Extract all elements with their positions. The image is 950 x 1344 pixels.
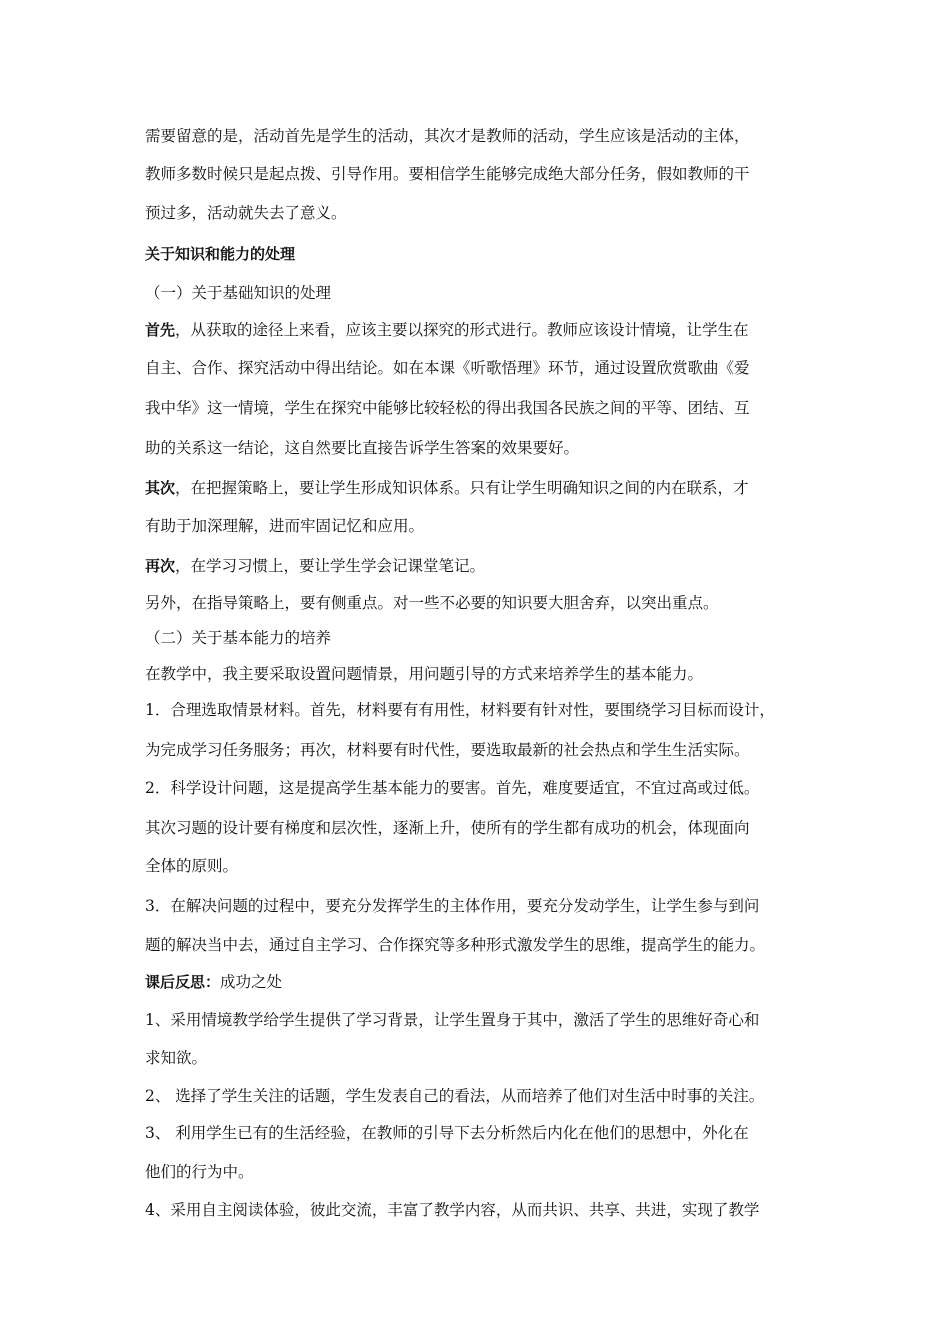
paragraph-line: 教师多数时候只是起点拨、引导作用。要相信学生能够完成绝大部分任务，假如教师的干 — [145, 165, 750, 183]
paragraph-line: 再次，在学习习惯上，要让学生学会记课堂笔记。 — [145, 557, 486, 575]
paragraph-line: 3、 利用学生已有的生活经验，在教师的引导下去分析然后内化在他们的思想中，外化在 — [145, 1124, 749, 1142]
paragraph-line: 首先，从获取的途径上来看，应该主要以探究的形式进行。教师应该设计情境，让学生在 — [145, 321, 749, 339]
paragraph-line: 2、 选择了学生关注的话题，学生发表自己的看法，从而培养了他们对生活中时事的关注。 — [145, 1087, 765, 1105]
paragraph-line: 求知欲。 — [145, 1049, 208, 1067]
paragraph-line: 为完成学习任务服务；再次，材料要有时代性，要选取最新的社会热点和学生生活实际。 — [145, 741, 750, 759]
paragraph-line: 预过多，活动就失去了意义。 — [145, 204, 347, 222]
paragraph-line: 题的解决当中去，通过自主学习、合作探究等多种形式激发学生的思维，提高学生的能力。 — [145, 936, 766, 954]
paragraph-line: 自主、合作、探究活动中得出结论。如在本课《听歌悟理》环节，通过设置欣赏歌曲《爱 — [145, 359, 750, 377]
paragraph-line: 1．合理选取情景材料。首先，材料要有有用性，材料要有针对性，要围绕学习目标而设计， — [145, 701, 775, 719]
paragraph-line: 另外，在指导策略上，要有侧重点。对一些不必要的知识要大胆舍弃，以突出重点。 — [145, 594, 719, 612]
paragraph-line: 1、采用情境教学给学生提供了学习背景，让学生置身于其中，激活了学生的思维好奇心和 — [145, 1011, 760, 1029]
lead-word: 再次 — [145, 557, 176, 575]
subsection-heading: （二）关于基本能力的培养 — [145, 629, 332, 647]
paragraph-line: 需要留意的是，活动首先是学生的活动，其次才是教师的活动，学生应该是活动的主体， — [145, 127, 750, 145]
lead-word: 其次 — [145, 479, 176, 497]
lead-word: 课后反思： — [145, 973, 221, 991]
lead-word: 首先 — [145, 321, 176, 339]
paragraph-line: 他们的行为中。 — [145, 1163, 254, 1181]
paragraph-line: 3．在解决问题的过程中，要充分发挥学生的主体作用，要充分发动学生，让学生参与到问 — [145, 897, 760, 915]
paragraph-line: 有助于加深理解，进而牢固记忆和应用。 — [145, 517, 425, 535]
paragraph-line: 课后反思：成功之处 — [145, 973, 283, 991]
paragraph-line: 在教学中，我主要采取设置问题情景，用问题引导的方式来培养学生的基本能力。 — [145, 665, 704, 683]
paragraph-line: 4、采用自主阅读体验，彼此交流，丰富了教学内容，从而共识、共享、共进，实现了教学 — [145, 1201, 760, 1219]
subsection-heading: （一）关于基础知识的处理 — [145, 284, 332, 302]
section-heading: 关于知识和能力的处理 — [145, 245, 296, 263]
paragraph-line: 其次习题的设计要有梯度和层次性，逐渐上升，使所有的学生都有成功的机会，体现面向 — [145, 819, 750, 837]
paragraph-line: 助的关系这一结论，这自然要比直接告诉学生答案的效果要好。 — [145, 439, 580, 457]
paragraph-line: 其次，在把握策略上，要让学生形成知识体系。只有让学生明确知识之间的内在联系，才 — [145, 479, 749, 497]
paragraph-line: 全体的原则。 — [145, 857, 239, 875]
paragraph-line: 2．科学设计问题，这是提高学生基本能力的要害。首先，难度要适宜，不宜过高或过低。 — [145, 779, 760, 797]
paragraph-line: 我中华》这一情境，学生在探究中能够比较轻松的得出我国各民族之间的平等、团结、互 — [145, 399, 750, 417]
